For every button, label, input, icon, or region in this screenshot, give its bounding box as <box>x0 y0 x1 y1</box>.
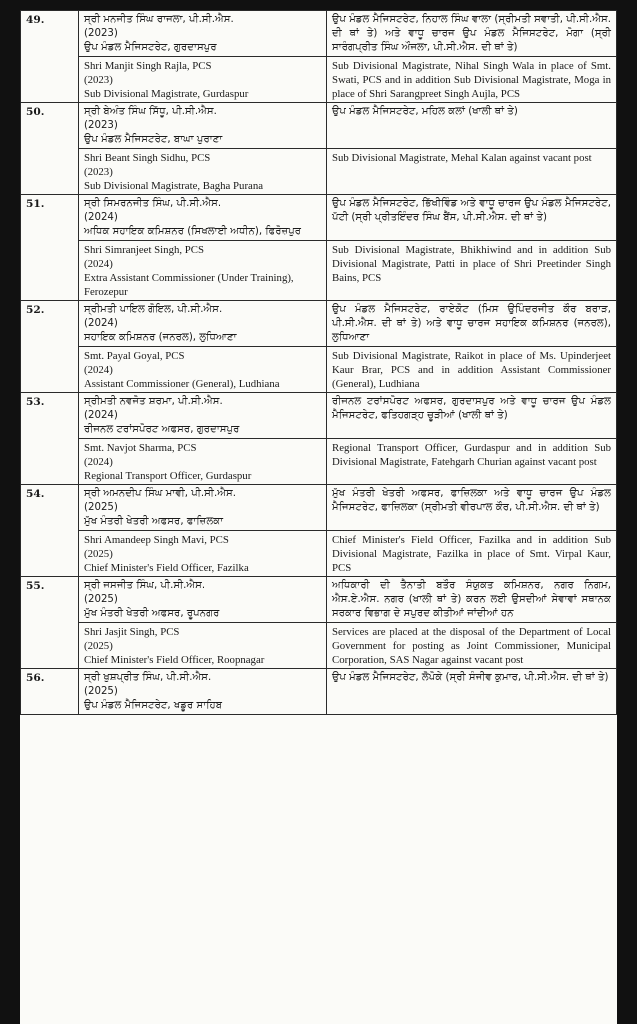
entry-punjabi-row <box>21 103 617 149</box>
officer-name-punjabi: ਸ੍ਰੀਮਤੀ ਨਵਜੋਤ ਸ਼ਰਮਾ, ਪੀ.ਸੀ.ਐਸ. <box>84 396 223 407</box>
officer-name-punjabi: ਸ੍ਰੀ ਅਮਨਦੀਪ ਸਿੰਘ ਮਾਵੀ, ਪੀ.ਸੀ.ਐਸ. <box>84 488 236 499</box>
new-posting-punjabi: ਉਪ ਮੰਡਲ ਮੈਜਿਸਟਰੇਟ, ਨਿਹਾਲ ਸਿੰਘ ਵਾਲਾ (ਸ੍ਰੀਮਤੀ ਸਵਾਤੀ, ਪੀ.ਸੀ.ਐਸ. ਦੀ ਥਾਂ ਤੇ) ਅਤੇ ਵਾਧੂ ਚਾਰਜ ਉਪ ਮੰਡਲ ਮੈਜਿਸਟਰੇਟ, ਮੋਗਾ (ਸ੍ਰੀ ਸਾਰੰਗਪ੍ਰੀਤ ਸਿੰਘ ਔਜਲਾ, ਪੀ.ਸੀ.ਐਸ. ਦੀ ਥਾਂ ਤੇ) <box>332 14 611 53</box>
officer-batch-year-english: (2023) <box>84 74 113 86</box>
entry-punjabi-row <box>21 669 617 715</box>
officer-name-punjabi: ਸ੍ਰੀ ਜਸਜੀਤ ਸਿੰਘ, ਪੀ.ਸੀ.ਐਸ. <box>84 580 206 591</box>
new-posting-cell-punjabi <box>327 103 617 149</box>
new-posting-cell-punjabi <box>327 393 617 439</box>
officer-cell-punjabi <box>79 393 327 439</box>
new-posting-cell-english <box>327 241 617 301</box>
new-posting-english: Sub Divisional Magistrate, Raikot in place of Ms. Upinderjeet Kaur Brar, PCS and in addition Assistant Commissioner (General), Ludhiana <box>332 350 611 390</box>
officer-cell-punjabi <box>79 195 327 241</box>
entry-number: 56. <box>26 672 45 684</box>
officer-name-english: Smt. Navjot Sharma, PCS <box>84 442 197 454</box>
officer-current-post-english: Sub Divisional Magistrate, Gurdaspur <box>84 88 249 100</box>
new-posting-english: Regional Transport Officer, Gurdaspur and in addition Sub Divisional Magistrate, Fatehgarh Churian against vacant post <box>332 442 611 468</box>
officer-current-post-english: Sub Divisional Magistrate, Bagha Purana <box>84 180 264 192</box>
officer-name-punjabi: ਸ੍ਰੀਮਤੀ ਪਾਇਲ ਗੋਇਲ, ਪੀ.ਸੀ.ਐਸ. <box>84 304 223 315</box>
transfer-orders-body <box>21 11 617 715</box>
officer-cell-punjabi <box>79 669 327 715</box>
officer-current-post-english: Assistant Commissioner (General), Ludhiana <box>84 378 280 390</box>
officer-batch-year-english: (2023) <box>84 166 113 178</box>
new-posting-english: Chief Minister's Field Officer, Fazilka and in addition Sub Divisional Magistrate, Fazilka in place of Smt. Virpal Kaur, PCS <box>332 534 611 574</box>
officer-current-post-english: Regional Transport Officer, Gurdaspur <box>84 470 252 482</box>
entry-number: 51. <box>26 198 45 210</box>
officer-cell-punjabi <box>79 577 327 623</box>
officer-cell-punjabi <box>79 301 327 347</box>
entry-number-cell <box>21 393 79 485</box>
officer-name-english: Shri Beant Singh Sidhu, PCS <box>84 152 211 164</box>
officer-current-post-english: Chief Minister's Field Officer, Roopnagar <box>84 654 265 666</box>
officer-current-post-punjabi: ਮੁੱਖ ਮੰਤਰੀ ਖੇਤਰੀ ਅਫਸਰ, ਫਾਜ਼ਿਲਕਾ <box>84 516 224 527</box>
officer-cell-punjabi <box>79 485 327 531</box>
entry-punjabi-row <box>21 11 617 57</box>
new-posting-punjabi: ਉਪ ਮੰਡਲ ਮੈਜਿਸਟਰੇਟ, ਲੋਪੋਕੇ (ਸ੍ਰੀ ਸੰਜੀਵ ਕੁਮਾਰ, ਪੀ.ਸੀ.ਐਸ. ਦੀ ਥਾਂ ਤੇ) <box>332 672 609 683</box>
officer-name-punjabi: ਸ੍ਰੀ ਖੁਸ਼ਪ੍ਰੀਤ ਸਿੰਘ, ਪੀ.ਸੀ.ਐਸ. <box>84 672 212 683</box>
officer-cell-punjabi <box>79 11 327 57</box>
entry-english-row <box>21 149 617 195</box>
officer-current-post-english: Chief Minister's Field Officer, Fazilka <box>84 562 249 574</box>
officer-batch-year-punjabi: (2025) <box>84 502 118 513</box>
new-posting-cell-punjabi <box>327 485 617 531</box>
officer-name-punjabi: ਸ੍ਰੀ ਸਿਮਰਨਜੀਤ ਸਿੰਘ, ਪੀ.ਸੀ.ਐਸ. <box>84 198 222 209</box>
officer-name-punjabi: ਸ੍ਰੀ ਬੇਅੰਤ ਸਿੰਘ ਸਿੱਧੂ, ਪੀ.ਸੀ.ਐਸ. <box>84 106 217 117</box>
entry-number-cell <box>21 103 79 195</box>
officer-current-post-english: Extra Assistant Commissioner (Under Training), Ferozepur <box>84 272 294 298</box>
entry-number-cell <box>21 11 79 103</box>
entry-punjabi-row <box>21 485 617 531</box>
officer-current-post-punjabi: ਰੀਜਨਲ ਟਰਾਂਸਪੋਰਟ ਅਫਸਰ, ਗੁਰਦਾਸਪੁਰ <box>84 424 240 435</box>
new-posting-punjabi: ਰੀਜਨਲ ਟਰਾਂਸਪੋਰਟ ਅਫਸਰ, ਗੁਰਦਾਸਪੁਰ ਅਤੇ ਵਾਧੂ ਚਾਰਜ ਉਪ ਮੰਡਲ ਮੈਜਿਸਟਰੇਟ, ਫਤਿਹਗੜ੍ਹ ਚੂੜੀਆਂ (ਖਾਲੀ ਥਾਂ ਤੇ) <box>332 396 611 421</box>
entry-english-row <box>21 241 617 301</box>
officer-name-english: Shri Simranjeet Singh, PCS <box>84 244 204 256</box>
officer-batch-year-english: (2024) <box>84 456 113 468</box>
new-posting-cell-english <box>327 347 617 393</box>
officer-current-post-punjabi: ਮੁੱਖ ਮੰਤਰੀ ਖੇਤਰੀ ਅਫਸਰ, ਰੂਪਨਗਰ <box>84 608 220 619</box>
new-posting-cell-punjabi <box>327 669 617 715</box>
entry-number: 49. <box>26 14 45 26</box>
new-posting-cell-punjabi <box>327 195 617 241</box>
officer-cell-english <box>79 241 327 301</box>
officer-name-english: Shri Amandeep Singh Mavi, PCS <box>84 534 229 546</box>
officer-name-english: Shri Jasjit Singh, PCS <box>84 626 180 638</box>
officer-cell-punjabi <box>79 103 327 149</box>
entry-english-row <box>21 531 617 577</box>
entry-number: 50. <box>26 106 45 118</box>
entry-number-cell <box>21 485 79 577</box>
new-posting-punjabi: ਅਧਿਕਾਰੀ ਦੀ ਤੈਨਾਤੀ ਬਤੌਰ ਸੰਯੁਕਤ ਕਮਿਸ਼ਨਰ, ਨਗਰ ਨਿਗਮ, ਐਸ.ਏ.ਐਸ. ਨਗਰ (ਖਾਲੀ ਥਾਂ ਤੇ) ਕਰਨ ਲਈ ਉਸਦੀਆਂ ਸੇਵਾਵਾਂ ਸਥਾਨਕ ਸਰਕਾਰ ਵਿਭਾਗ ਦੇ ਸਪੁਰਦ ਕੀਤੀਆਂ ਜਾਂਦੀਆਂ ਹਨ <box>332 580 611 619</box>
entry-english-row <box>21 57 617 103</box>
officer-name-punjabi: ਸ੍ਰੀ ਮਨਜੀਤ ਸਿੰਘ ਰਾਜਲਾ, ਪੀ.ਸੀ.ਐਸ. <box>84 14 234 25</box>
officer-cell-english <box>79 439 327 485</box>
officer-batch-year-english: (2024) <box>84 364 113 376</box>
new-posting-cell-english <box>327 57 617 103</box>
entry-punjabi-row <box>21 393 617 439</box>
officer-batch-year-english: (2025) <box>84 640 113 652</box>
entry-english-row <box>21 439 617 485</box>
officer-cell-english <box>79 347 327 393</box>
new-posting-cell-english <box>327 623 617 669</box>
entry-punjabi-row <box>21 301 617 347</box>
entry-number-cell <box>21 669 79 715</box>
new-posting-cell-punjabi <box>327 577 617 623</box>
officer-name-english: Smt. Payal Goyal, PCS <box>84 350 185 362</box>
officer-current-post-punjabi: ਉਪ ਮੰਡਲ ਮੈਜਿਸਟਰੇਟ, ਗੁਰਦਾਸਪੁਰ <box>84 42 217 53</box>
new-posting-punjabi: ਉਪ ਮੰਡਲ ਮੈਜਿਸਟਰੇਟ, ਮਹਿਲ ਕਲਾਂ (ਖਾਲੀ ਥਾਂ ਤੇ) <box>332 106 518 117</box>
entry-punjabi-row <box>21 195 617 241</box>
new-posting-punjabi: ਮੁੱਖ ਮੰਤਰੀ ਖੇਤਰੀ ਅਫਸਰ, ਫਾਜ਼ਿਲਕਾ ਅਤੇ ਵਾਧੂ ਚਾਰਜ ਉਪ ਮੰਡਲ ਮੈਜਿਸਟਰੇਟ, ਫਾਜ਼ਿਲਕਾ (ਸ੍ਰੀਮਤੀ ਵੀਰਪਾਲ ਕੌਰ, ਪੀ.ਸੀ.ਐਸ. ਦੀ ਥਾਂ ਤੇ) <box>332 488 611 513</box>
officer-cell-english <box>79 149 327 195</box>
officer-current-post-punjabi: ਅਧਿਕ ਸਹਾਇਕ ਕਮਿਸ਼ਨਰ (ਸਿਖਲਾਈ ਅਧੀਨ), ਫਿਰੋਜ਼ਪੁਰ <box>84 226 302 237</box>
officer-batch-year-punjabi: (2024) <box>84 410 118 421</box>
transfer-orders-table <box>20 10 617 715</box>
new-posting-cell-english <box>327 439 617 485</box>
new-posting-cell-english <box>327 531 617 577</box>
entry-english-row <box>21 347 617 393</box>
entry-english-row <box>21 623 617 669</box>
officer-batch-year-punjabi: (2024) <box>84 212 118 223</box>
new-posting-cell-punjabi <box>327 11 617 57</box>
officer-batch-year-punjabi: (2025) <box>84 594 118 605</box>
new-posting-cell-english <box>327 149 617 195</box>
entry-punjabi-row <box>21 577 617 623</box>
officer-name-english: Shri Manjit Singh Rajla, PCS <box>84 60 212 72</box>
entry-number: 52. <box>26 304 45 316</box>
entry-number: 53. <box>26 396 45 408</box>
document-page <box>20 10 617 1024</box>
new-posting-english: Sub Divisional Magistrate, Bhikhiwind and in addition Sub Divisional Magistrate, Patti in place of Shri Preetinder Singh Bains, PCS <box>332 244 611 284</box>
officer-batch-year-english: (2024) <box>84 258 113 270</box>
entry-number-cell <box>21 577 79 669</box>
officer-cell-english <box>79 57 327 103</box>
new-posting-english: Sub Divisional Magistrate, Mehal Kalan against vacant post <box>332 152 592 164</box>
entry-number: 55. <box>26 580 45 592</box>
entry-number-cell <box>21 195 79 301</box>
officer-batch-year-punjabi: (2023) <box>84 120 118 131</box>
officer-cell-english <box>79 623 327 669</box>
new-posting-punjabi: ਉਪ ਮੰਡਲ ਮੈਜਿਸਟਰੇਟ, ਭਿੱਖੀਵਿੰਡ ਅਤੇ ਵਾਧੂ ਚਾਰਜ ਉਪ ਮੰਡਲ ਮੈਜਿਸਟਰੇਟ, ਪੱਟੀ (ਸ੍ਰੀ ਪ੍ਰੀਤਇੰਦਰ ਸਿੰਘ ਬੈਂਸ, ਪੀ.ਸੀ.ਐਸ. ਦੀ ਥਾਂ ਤੇ) <box>332 198 611 223</box>
officer-batch-year-english: (2025) <box>84 548 113 560</box>
officer-batch-year-punjabi: (2023) <box>84 28 118 39</box>
officer-current-post-punjabi: ਉਪ ਮੰਡਲ ਮੈਜਿਸਟਰੇਟ, ਬਾਘਾ ਪੁਰਾਣਾ <box>84 134 223 145</box>
new-posting-cell-punjabi <box>327 301 617 347</box>
officer-current-post-punjabi: ਸਹਾਇਕ ਕਮਿਸ਼ਨਰ (ਜਨਰਲ), ਲੁਧਿਆਣਾ <box>84 332 237 343</box>
new-posting-english: Sub Divisional Magistrate, Nihal Singh Wala in place of Smt. Swati, PCS and in addition Sub Divisional Magistrate, Moga in place of Shri Sarangpreet Singh Aujla, PCS <box>332 60 611 100</box>
officer-batch-year-punjabi: (2025) <box>84 686 118 697</box>
entry-number-cell <box>21 301 79 393</box>
officer-current-post-punjabi: ਉਪ ਮੰਡਲ ਮੈਜਿਸਟਰੇਟ, ਖਡੂਰ ਸਾਹਿਬ <box>84 700 223 711</box>
new-posting-punjabi: ਉਪ ਮੰਡਲ ਮੈਜਿਸਟਰੇਟ, ਰਾਏਕੋਟ (ਮਿਸ ਉਪਿੰਦਰਜੀਤ ਕੌਰ ਬਰਾੜ, ਪੀ.ਸੀ.ਐਸ. ਦੀ ਥਾਂ ਤੇ) ਅਤੇ ਵਾਧੂ ਚਾਰਜ ਸਹਾਇਕ ਕਮਿਸ਼ਨਰ (ਜਨਰਲ), ਲੁਧਿਆਣਾ <box>332 304 611 343</box>
officer-cell-english <box>79 531 327 577</box>
officer-batch-year-punjabi: (2024) <box>84 318 118 329</box>
new-posting-english: Services are placed at the disposal of the Department of Local Government for posting as Joint Commissioner, Municipal Corporation, SAS Nagar against vacant post <box>332 626 611 666</box>
entry-number: 54. <box>26 488 45 500</box>
